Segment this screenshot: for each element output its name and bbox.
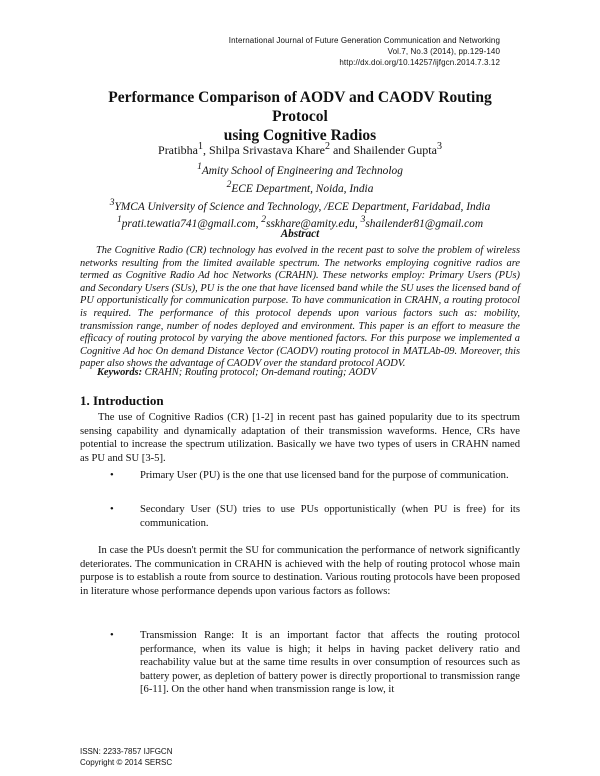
factors-list <box>110 629 520 697</box>
affiliation-1-text: Amity School of Engineering and Technolog <box>201 164 403 177</box>
journal-doi-link[interactable]: http://dx.doi.org/10.14257/ijfgcn.2014.7.3.12 <box>339 58 500 67</box>
affiliation-2-text: ECE Department, Noida, India <box>231 182 374 195</box>
list-item-text: Transmission Range: It is an important factor that affects the routing protocol performance, when its value is high; it helps in having packet delivery ratio and reachability value but at the same time results in over consumption of resources such as battery power, as depletion of battery power is directly proportional to transmission range [6-11]. On the other hand when transmission range is low, it <box>140 630 520 695</box>
author-3: Shailender Gupta <box>353 143 437 157</box>
user-types-list-2 <box>110 503 520 530</box>
author-2-sup: 2 <box>324 141 330 152</box>
email-1[interactable]: prati.tewatia741@gmail.com, <box>121 218 262 231</box>
keywords <box>97 367 517 378</box>
affiliation-3 <box>80 196 520 214</box>
affiliation-3-text: YMCA University of Science and Technology, /ECE Department, Faridabad, India <box>114 200 491 213</box>
footer-copyright: Copyright © 2014 SERSC <box>80 758 173 767</box>
affiliations <box>80 160 520 231</box>
author-list <box>80 141 520 158</box>
affiliation-3-sup: 3 <box>109 197 115 208</box>
intro-paragraph-1: The use of Cognitive Radios (CR) [1-2] in recent past has gained popularity due to its spectrum sensing capability and dynamically adaptation of their transmission waveforms. Hence, CRs have potential to increase the spectrum utilization. Basically we have two types of users in CRAHN named as PU and SU [3-5]. <box>80 412 520 464</box>
affiliation-2-sup: 2 <box>226 179 232 190</box>
page-footer <box>80 746 172 768</box>
abstract-heading: Abstract <box>280 228 320 240</box>
journal-header <box>140 35 500 68</box>
keywords-text: CRAHN; Routing protocol; On-demand routing; AODV <box>142 367 377 378</box>
abstract-text: The Cognitive Radio (CR) technology has evolved in the recent past to solve the problem of wireless networks resulting from the limited available spectrum. The networks employing cognitive radios are termed as Cognitive Radio Ad hoc Networks (CRAHN). These networks employ: Primary Users (PUs) and Secondary Users (SUs), PU is the one that have licensed band while the SU uses the licensed band of PU opportunistically for communication purpose. To have communication in CRAHN, a routing protocol is required. The performance of this protocol depends upon various factors such as: mobility, transmission range, number of nodes deployed and environment. This paper is an effort to measure the efficacy of routing protocol by varying the above mentioned factors. For this purpose we implemented a Cognitive Ad hoc On demand Distance Vector (CAODV) routing protocol in MATLAb-09. Moreover, this paper also shows the advantage of CAODV over the standard protocol AODV. <box>80 245 520 370</box>
email-3-sup: 3 <box>360 215 366 226</box>
journal-volume: Vol.7, No.3 (2014), pp.129-140 <box>387 47 500 56</box>
user-types-list <box>110 469 520 483</box>
list-item-text: Secondary User (SU) tries to use PUs opportunistically (when PU is free) for its communication. <box>140 504 520 529</box>
intro-paragraph-2: In case the PUs doesn't permit the SU for communication the performance of network significantly deteriorates. The communication in CRAHN is achieved with the help of routing protocol whose main purpose is to establish a route from source to destination. Various routing protocols have been proposed in literature whose performance depends upon various factors as follows: <box>80 545 520 597</box>
affiliation-2 <box>80 178 520 196</box>
title-line-1: Performance Comparison of AODV and CAODV Routing Protocol <box>108 89 492 125</box>
bullet-icon: • <box>110 470 114 481</box>
list-item <box>110 469 520 483</box>
list-item-text: Primary User (PU) is the one that use licensed band for the purpose of communication. <box>140 470 509 481</box>
list-item <box>110 629 520 697</box>
paper-title <box>80 88 520 145</box>
bullet-icon: • <box>110 630 114 641</box>
author-separator: and <box>329 143 354 157</box>
email-1-sup: 1 <box>116 215 122 226</box>
section-heading-introduction: 1. Introduction <box>80 393 164 408</box>
journal-name: International Journal of Future Generation Communication and Networking <box>228 36 500 45</box>
affiliation-1 <box>80 160 520 178</box>
email-2[interactable]: sskhare@amity.edu, <box>266 218 361 231</box>
email-2-sup: 2 <box>261 215 267 226</box>
author-1-sup: 1 <box>198 141 204 152</box>
email-3[interactable]: shailender81@gmail.com <box>365 218 484 231</box>
author-2: Shilpa Srivastava Khare <box>209 143 325 157</box>
list-item <box>110 503 520 530</box>
bullet-icon: • <box>110 504 114 515</box>
title-line-2: using Cognitive Radios <box>223 127 377 144</box>
keywords-label: Keywords: <box>97 367 143 378</box>
author-separator: , <box>203 143 210 157</box>
author-1: Pratibha <box>158 143 199 157</box>
affiliation-1-sup: 1 <box>197 162 202 172</box>
footer-issn: ISSN: 2233-7857 IJFGCN <box>80 747 173 756</box>
author-3-sup: 3 <box>436 141 442 152</box>
